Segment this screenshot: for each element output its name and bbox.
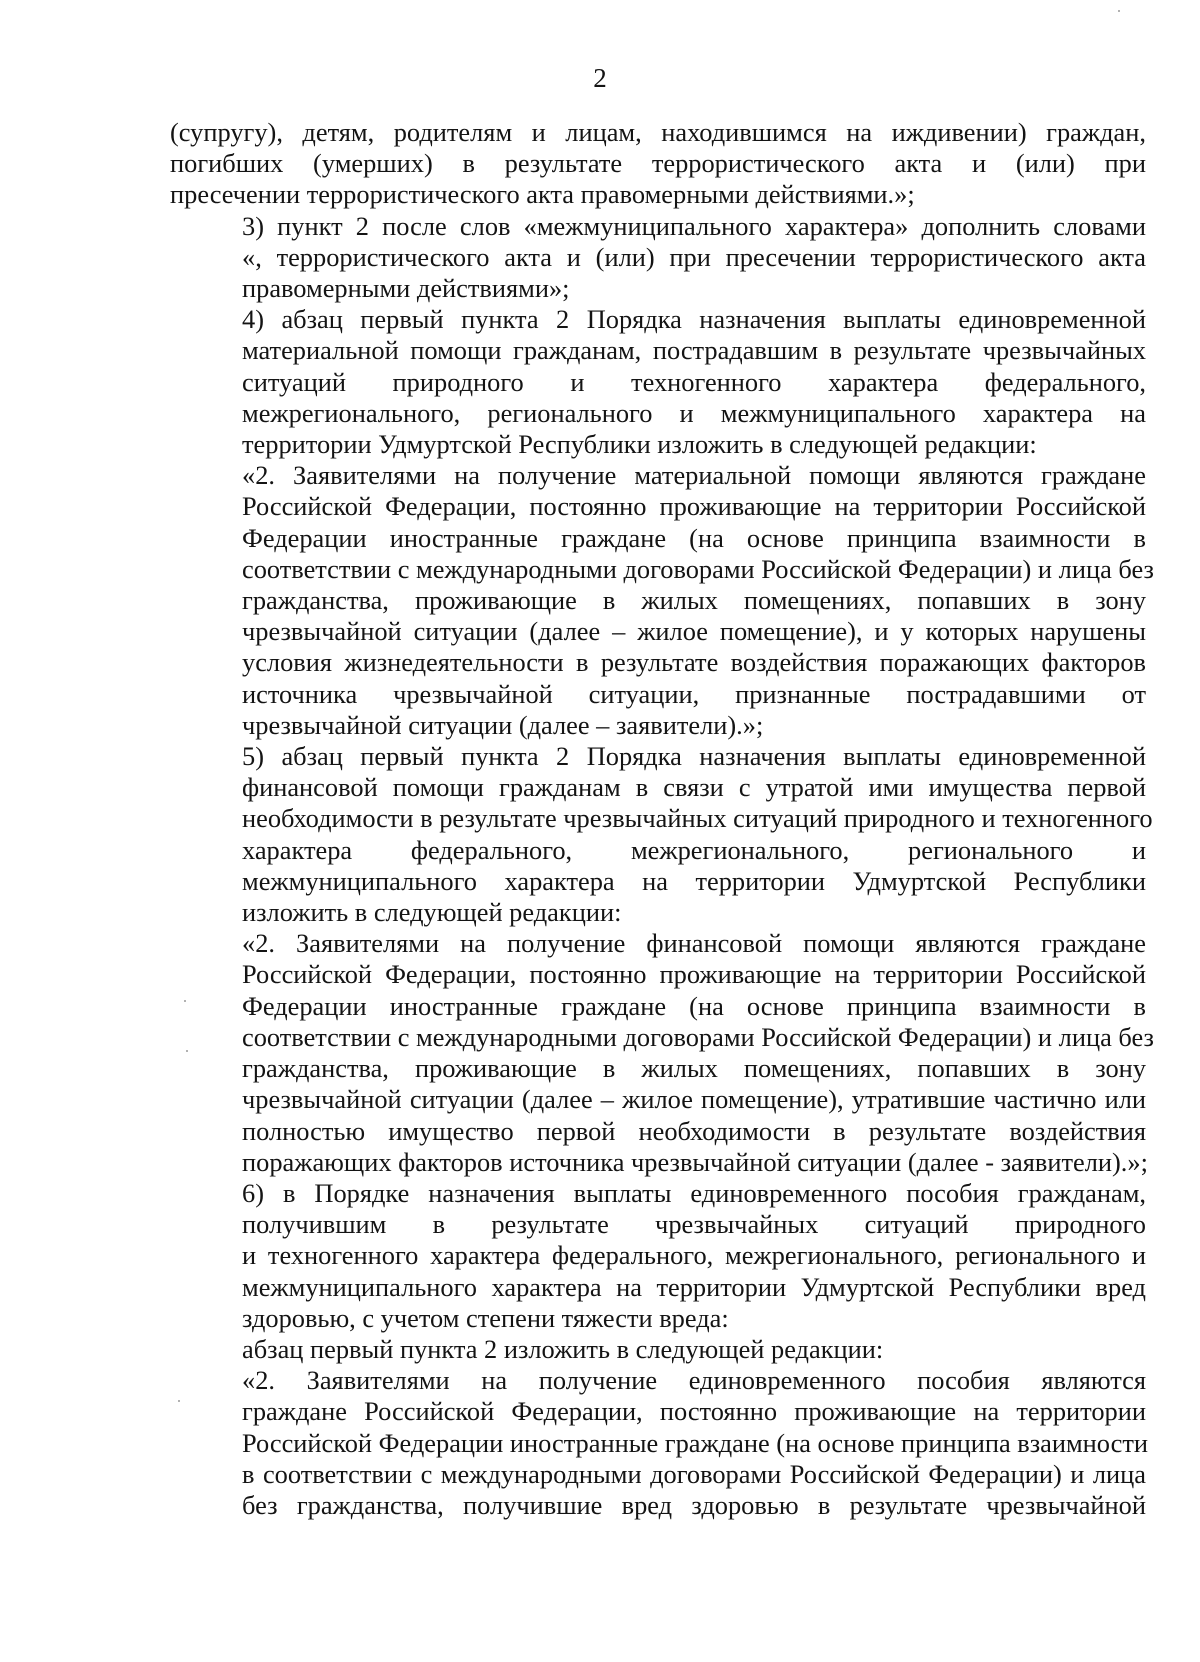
text-line: поражающих факторов источника чрезвычайной ситуации (далее - заявители).»; [242,1146,1148,1177]
text-line: без гражданства, получившие вред здоровью в результате чрезвычайной [242,1489,1146,1520]
text-line: условия жизнедеятельности в результате воздействия поражающих факторов [242,647,1146,678]
text-line: соответствии с международными договорами Российской Федерации) и лица без [242,553,1154,584]
text-line: «2. Заявителями на получение материальной помощи являются граждане [242,460,1146,491]
paragraph [170,741,1153,928]
text-line: межмуниципального характера на территории Удмуртской Республики [242,865,1146,896]
text-line: 4) абзац первый пункта 2 Порядка назначения выплаты единовременной [242,304,1146,335]
text-line: 6) в Порядке назначения выплаты единовременного пособия гражданам, [242,1177,1146,1208]
text-line: «2. Заявителями на получение финансовой помощи являются граждане [242,928,1146,959]
scan-speck [184,1000,186,1002]
text-line: в соответствии с международными договорами Российской Федерации) и лица [242,1458,1146,1489]
text-line: Федерации иностранные граждане (на основе принципа взаимности в [242,990,1146,1021]
text-line: финансовой помощи гражданам в связи с утратой ими имущества первой [242,772,1146,803]
paragraph [170,1178,1146,1334]
text-line: (супругу), детям, родителям и лицам, находившимся на иждивении) граждан, [170,117,1146,147]
paragraph [170,928,1154,1178]
text-line: и техногенного характера федерального, межрегионального, регионального и [242,1240,1146,1271]
document-body [170,117,1154,1521]
text-line: территории Удмуртской Республики изложить в следующей редакции: [242,429,1037,460]
text-line: Российской Федерации, постоянно проживающие на территории Российской [242,959,1146,990]
text-line: межрегионального, регионального и межмуниципального характера на [242,397,1146,428]
paragraph [170,117,1146,211]
text-line: соответствии с международными договорами Российской Федерации) и лица без [242,1021,1154,1052]
text-line: полностью имущество первой необходимости в результате воздействия [242,1115,1146,1146]
scan-speck [1118,10,1120,12]
text-line: Российской Федерации иностранные граждане (на основе принципа взаимности [242,1427,1149,1458]
text-line: погибших (умерших) в результате террористического акта и (или) при [170,148,1146,179]
text-line: гражданства, проживающие в жилых помещениях, попавших в зону [242,585,1146,616]
paragraph [170,460,1154,741]
text-line: граждане Российской Федерации, постоянно проживающие на территории [242,1396,1146,1427]
paragraph [170,211,1146,305]
text-line: пресечении террористического акта правомерными действиями.»; [170,179,915,210]
text-line: «2. Заявителями на получение единовременного пособия являются [242,1365,1146,1396]
text-line: 3) пункт 2 после слов «межмуниципального характера» дополнить словами [242,210,1146,241]
text-line: материальной помощи гражданам, пострадавшим в результате чрезвычайных [242,335,1146,366]
text-line: необходимости в результате чрезвычайных ситуаций природного и техногенного [242,803,1153,834]
text-line: 5) абзац первый пункта 2 Порядка назначения выплаты единовременной [242,741,1146,772]
paragraph [170,1334,1146,1365]
text-line: источника чрезвычайной ситуации, признанные пострадавшими от [242,678,1146,709]
scan-speck [178,1400,180,1402]
text-line: «, террористического акта и (или) при пресечении террористического акта [242,241,1146,272]
text-line: ситуаций природного и техногенного характера федерального, [242,366,1146,397]
text-line: гражданства, проживающие в жилых помещениях, попавших в зону [242,1053,1146,1084]
text-line: изложить в следующей редакции: [242,897,622,928]
text-line: Федерации иностранные граждане (на основе принципа взаимности в [242,522,1146,553]
text-line: чрезвычайной ситуации (далее – жилое помещение), утратившие частично или [242,1084,1146,1115]
text-line: абзац первый пункта 2 изложить в следующей редакции: [242,1333,884,1364]
text-line: чрезвычайной ситуации (далее – заявители).»; [242,709,764,740]
scan-speck [186,1050,188,1052]
text-line: здоровью, с учетом степени тяжести вреда: [242,1302,729,1333]
text-line: межмуниципального характера на территории Удмуртской Республики вред [242,1271,1146,1302]
text-line: Российской Федерации, постоянно проживающие на территории Российской [242,491,1146,522]
text-line: характера федерального, межрегионального, регионального и [242,834,1146,865]
paragraph [170,1365,1149,1521]
text-line: чрезвычайной ситуации (далее – жилое помещение), и у которых нарушены [242,616,1146,647]
paragraph [170,304,1146,460]
text-line: правомерными действиями»; [242,273,570,304]
page-number: 2 [593,63,607,93]
text-line: получившим в результате чрезвычайных ситуаций природного [242,1209,1146,1240]
